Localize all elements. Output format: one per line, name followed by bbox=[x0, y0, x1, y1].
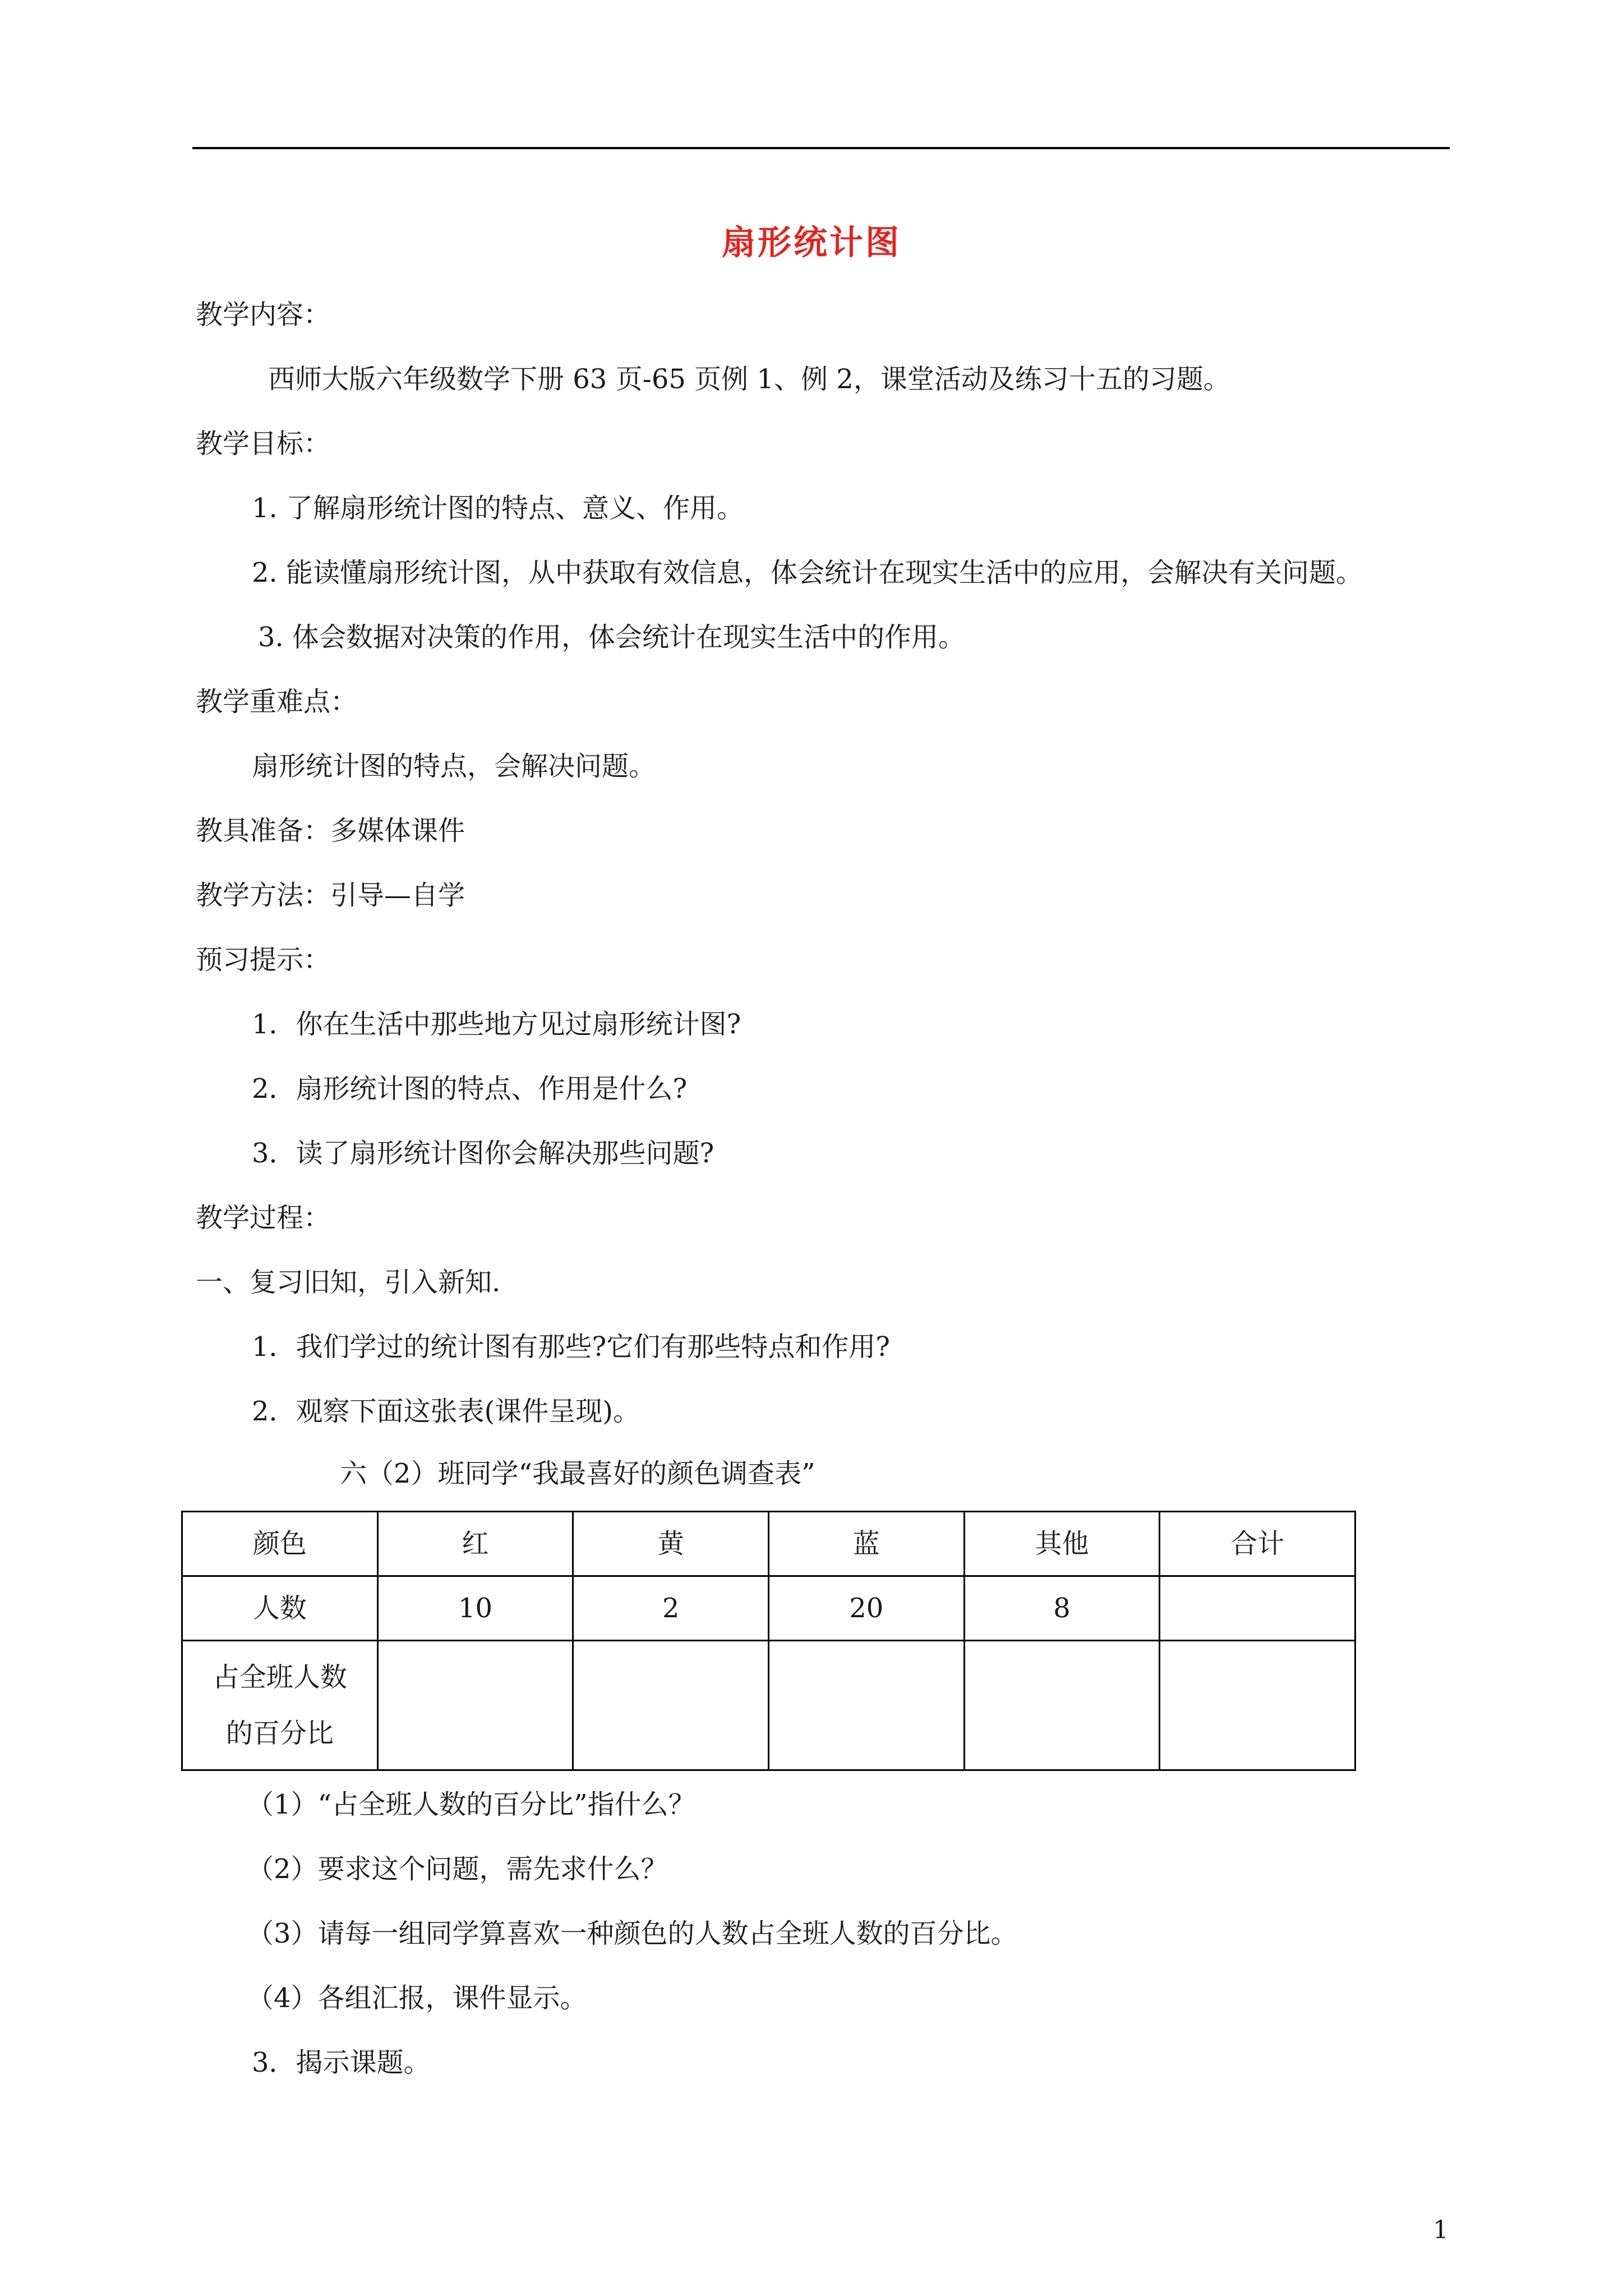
table-cell bbox=[377, 1641, 573, 1770]
table-row bbox=[182, 1641, 1355, 1770]
label-key-points: 教学重难点： bbox=[196, 686, 358, 717]
label-teaching-process: 教学过程： bbox=[196, 1202, 331, 1234]
goal-2: 2. 能读懂扇形统计图，从中获取有效信息，体会统计在现实生活中的应用，会解决有关问题。 bbox=[252, 557, 1363, 588]
hint-2: 2．扇形统计图的特点、作用是什么? bbox=[252, 1073, 688, 1105]
table-cell: 8 bbox=[964, 1576, 1160, 1641]
process-step-1: 1．我们学过的统计图有那些?它们有那些特点和作用? bbox=[252, 1331, 891, 1363]
table-cell: 10 bbox=[377, 1576, 573, 1641]
table-header-row bbox=[182, 1512, 1355, 1576]
table-cell: 蓝 bbox=[768, 1512, 964, 1576]
teaching-aids: 教具准备：多媒体课件 bbox=[196, 815, 465, 846]
table-row bbox=[182, 1576, 1355, 1641]
table-cell: 其他 bbox=[964, 1512, 1160, 1576]
table-cell bbox=[768, 1641, 964, 1770]
question-4: （4）各组汇报，课件显示。 bbox=[247, 1982, 587, 2014]
key-points-text: 扇形统计图的特点，会解决问题。 bbox=[252, 751, 656, 782]
table-cell: 颜色 bbox=[182, 1512, 378, 1576]
table-cell bbox=[573, 1641, 769, 1770]
page-number: 1 bbox=[1433, 2216, 1449, 2244]
question-2: （2）要求这个问题，需先求什么？ bbox=[247, 1853, 668, 1885]
color-survey-table bbox=[181, 1511, 1356, 1771]
table-cell: 20 bbox=[768, 1576, 964, 1641]
label-teaching-goals: 教学目标： bbox=[196, 428, 331, 459]
process-step-3: 3．揭示课题。 bbox=[252, 2047, 431, 2078]
process-step-2: 2．观察下面这张表(课件呈现)。 bbox=[252, 1396, 640, 1427]
teaching-content-text: 西师大版六年级数学下册 63 页-65 页例 1、例 2，课堂活动及练习十五的习题。 bbox=[268, 364, 1230, 395]
table-cell: 2 bbox=[573, 1576, 769, 1641]
table-cell: 人数 bbox=[182, 1576, 378, 1641]
percent-label-line-2: 的百分比 bbox=[225, 1718, 334, 1749]
table-cell bbox=[964, 1641, 1160, 1770]
section-1-heading: 一、复习旧知，引入新知. bbox=[196, 1267, 501, 1298]
question-1: （1）“占全班人数的百分比”指什么？ bbox=[247, 1789, 695, 1820]
document-title: 扇形统计图 bbox=[722, 223, 901, 263]
label-preview-hints: 预习提示： bbox=[196, 944, 331, 976]
table-cell: 红 bbox=[377, 1512, 573, 1576]
label-teaching-content: 教学内容： bbox=[196, 299, 331, 330]
table-cell bbox=[1160, 1641, 1355, 1770]
percent-label-line-1: 占全班人数 bbox=[212, 1662, 347, 1693]
hint-1: 1．你在生活中那些地方见过扇形统计图? bbox=[252, 1009, 741, 1040]
question-3: （3）请每一组同学算喜欢一种颜色的人数占全班人数的百分比。 bbox=[247, 1918, 1018, 1949]
table-cell bbox=[182, 1641, 378, 1770]
table-cell: 合计 bbox=[1160, 1512, 1355, 1576]
header-rule bbox=[192, 147, 1450, 149]
table-caption: 六（2）班同学“我最喜好的颜色调查表” bbox=[340, 1458, 815, 1489]
table-cell bbox=[1160, 1576, 1355, 1641]
hint-3: 3．读了扇形统计图你会解决那些问题? bbox=[252, 1138, 714, 1169]
table-cell: 黄 bbox=[573, 1512, 769, 1576]
goal-3: 3. 体会数据对决策的作用，体会统计在现实生活中的作用。 bbox=[258, 622, 966, 653]
goal-1: 1. 了解扇形统计图的特点、意义、作用。 bbox=[252, 493, 744, 524]
teaching-method: 教学方法：引导—自学 bbox=[196, 880, 465, 911]
